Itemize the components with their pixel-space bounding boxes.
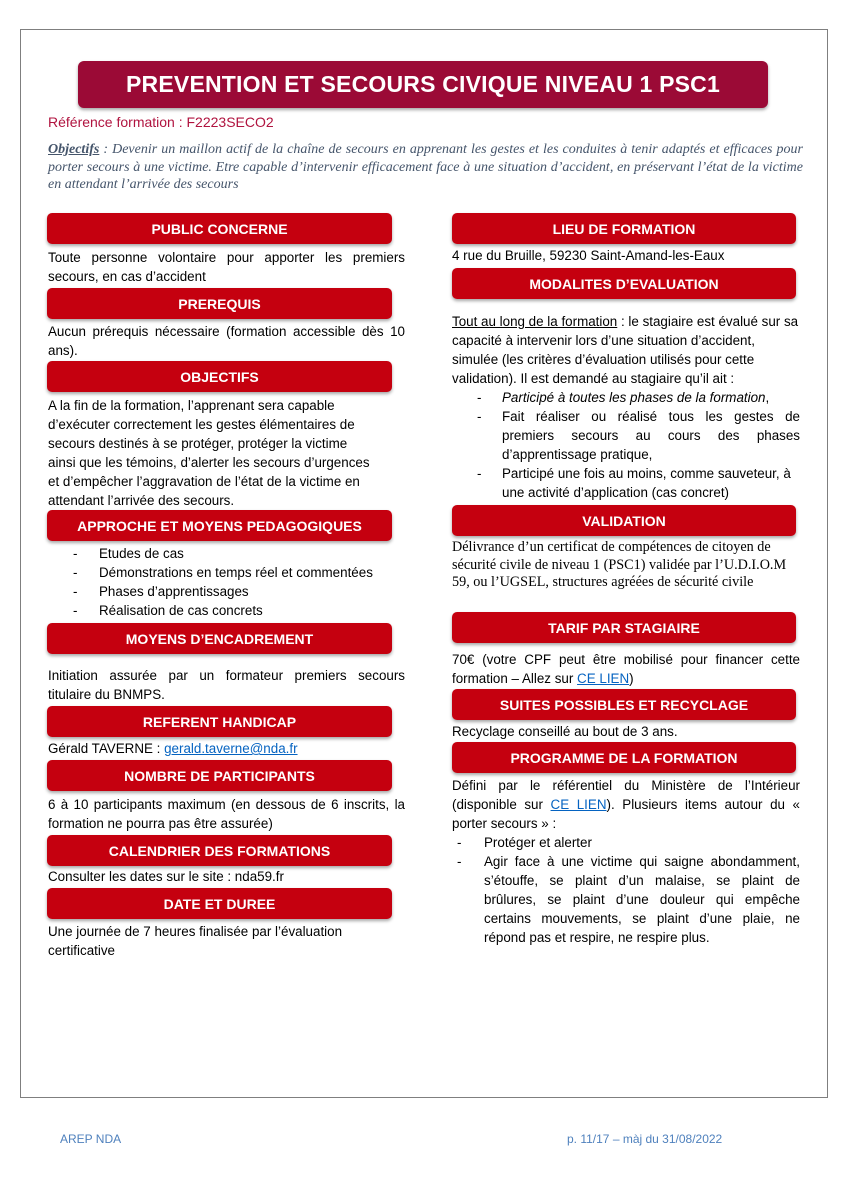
list-item-suffix: , bbox=[765, 390, 770, 405]
evaluation-lead-underlined: Tout au long de la formation bbox=[452, 314, 618, 329]
objectifs-intro-label: Objectifs bbox=[48, 142, 100, 157]
section-header-tarif: TARIF PAR STAGIAIRE bbox=[452, 612, 796, 643]
duree-text: Une journée de 7 heures finalisée par l’évaluation certificative bbox=[48, 924, 343, 958]
section-header-suites: SUITES POSSIBLES ET RECYCLAGE bbox=[452, 689, 796, 720]
lieu-text: 4 rue du Bruille, 59230 Saint-Amand-les-Eaux bbox=[452, 248, 725, 263]
objectifs-text: A la fin de la formation, l’apprenant sera capable d’exécuter correctement les gestes élémentaires de secours destinés à se protéger, protéger la victime ainsi que les témoins, d’alerter les secours d’urgences et d’empêcher l’aggravation de l’état de la victime en attendant l’arrivée des secours. bbox=[48, 398, 370, 508]
page-title: PREVENTION ET SECOURS CIVIQUE NIVEAU 1 PSC1 bbox=[78, 61, 768, 108]
section-header-approche: APPROCHE ET MOYENS PEDAGOGIQUES bbox=[47, 510, 392, 541]
section-header-calendrier: CALENDRIER DES FORMATIONS bbox=[47, 835, 392, 866]
section-header-programme: PROGRAMME DE LA FORMATION bbox=[452, 742, 796, 773]
section-header-encadrement: MOYENS D’ENCADREMENT bbox=[47, 623, 392, 654]
suites-text: Recyclage conseillé au bout de 3 ans. bbox=[452, 724, 678, 739]
list-item-text: Réalisation de cas concrets bbox=[99, 603, 263, 618]
programme-link[interactable]: CE LIEN bbox=[550, 797, 607, 812]
list-item-text: Phases d’apprentissages bbox=[99, 584, 249, 599]
section-header-public: PUBLIC CONCERNE bbox=[47, 213, 392, 244]
evaluation-block bbox=[452, 312, 800, 502]
dash-bullet: - bbox=[477, 466, 482, 481]
list-item-text: Participé à toutes les phases de la formation bbox=[502, 390, 766, 405]
dash-bullet: - bbox=[73, 546, 78, 561]
footer-page-info: p. 11/17 – màj du 31/08/2022 bbox=[567, 1132, 723, 1146]
list-item-text: Démonstrations en temps réel et commentées bbox=[99, 565, 373, 580]
dash-bullet: - bbox=[73, 584, 78, 599]
tarif-text-main: 70€ (votre CPF peut être mobilisé pour financer cette formation – Allez sur bbox=[452, 652, 800, 686]
objectifs-intro-text: : Devenir un maillon actif de la chaîne de secours en apprenant les gestes et les conduites à tenir adaptés et efficaces pour porter secours à une victime. Etre capable d’intervenir efficacement face à une situation d’accident, en préservant l’état de la victime en attendant l’arrivée des secours bbox=[48, 142, 803, 192]
list-item bbox=[48, 544, 405, 563]
section-header-evaluation: MODALITES D’EVALUATION bbox=[452, 268, 796, 299]
programme-list bbox=[452, 833, 800, 947]
tarif-link[interactable]: CE LIEN bbox=[577, 671, 630, 686]
reference-formation: Référence formation : F2223SECO2 bbox=[48, 114, 274, 130]
calendrier-text: Consulter les dates sur le site : nda59.fr bbox=[48, 869, 284, 884]
handicap-text bbox=[48, 739, 405, 758]
section-header-objectifs: OBJECTIFS bbox=[47, 361, 392, 392]
section-header-validation: VALIDATION bbox=[452, 505, 796, 536]
list-item bbox=[452, 464, 800, 502]
list-item bbox=[452, 852, 800, 947]
encadrement-text: Initiation assurée par un formateur premiers secours titulaire du BNMPS. bbox=[48, 668, 405, 702]
public-text: Toute personne volontaire pour apporter les premiers secours, en cas d’accident bbox=[48, 250, 405, 284]
list-item-text: Agir face à une victime qui saigne abondamment, s’étouffe, se plaint d’un malaise, se plaint de brûlures, se plaint d’une douleur qui empêche certains mouvements, se plaint d’une plaie, ne répond pas et respire, ne respire plus. bbox=[484, 854, 800, 945]
list-item bbox=[452, 407, 800, 464]
handicap-email-link[interactable]: gerald.taverne@nda.fr bbox=[164, 741, 298, 756]
list-item bbox=[48, 563, 405, 582]
list-item-text: Protéger et alerter bbox=[484, 835, 592, 850]
section-header-lieu: LIEU DE FORMATION bbox=[452, 213, 796, 244]
evaluation-lead-rest: : le stagiaire est évalué sur sa capacité à intervenir lors d’une situation d’accident, simulée (les critères d’évaluation utilisés pour cette validation). Il est demandé au stagiaire qu’il ait : bbox=[452, 314, 799, 386]
list-item bbox=[48, 582, 405, 601]
validation-text: Délivrance d’un certificat de compétences de citoyen de sécurité civile de niveau 1 (PSC1) validée par l’U.D.I.O.M 59, ou l’UGSEL, structures agréées de sécurité civile bbox=[452, 539, 787, 590]
programme-text-a: Défini par le référentiel du Ministère de l’Intérieur (disponible sur bbox=[452, 778, 800, 812]
prerequis-text: Aucun prérequis nécessaire (formation accessible dès 10 ans). bbox=[48, 324, 405, 358]
dash-bullet: - bbox=[73, 565, 78, 580]
dash-bullet: - bbox=[457, 854, 462, 869]
list-item-text: Etudes de cas bbox=[99, 546, 184, 561]
tarif-text-end: ) bbox=[629, 671, 634, 686]
dash-bullet: - bbox=[73, 603, 78, 618]
dash-bullet: - bbox=[477, 409, 482, 424]
objectifs-intro bbox=[48, 141, 803, 194]
approche-list bbox=[48, 544, 405, 620]
list-item-text: Fait réaliser ou réalisé tous les gestes de premiers secours au cours des phases d’apprentissage pratique, bbox=[502, 409, 800, 462]
list-item bbox=[452, 833, 800, 852]
participants-text: 6 à 10 participants maximum (en dessous de 6 inscrits, la formation ne pourra pas être assurée) bbox=[48, 797, 405, 831]
programme-text-b: ). Plusieurs items autour du « porter secours » : bbox=[452, 797, 800, 831]
evaluation-list bbox=[452, 388, 800, 502]
programme-intro bbox=[452, 776, 800, 833]
list-item bbox=[48, 601, 405, 620]
section-header-handicap: REFERENT HANDICAP bbox=[47, 706, 392, 737]
list-item bbox=[452, 388, 800, 407]
section-header-participants: NOMBRE DE PARTICIPANTS bbox=[47, 760, 392, 791]
dash-bullet: - bbox=[457, 835, 462, 850]
footer-left: AREP NDA bbox=[60, 1132, 122, 1146]
section-header-duree: DATE ET DUREE bbox=[47, 888, 392, 919]
dash-bullet: - bbox=[477, 390, 482, 405]
tarif-text bbox=[452, 650, 800, 688]
section-header-prerequis: PREREQUIS bbox=[47, 288, 392, 319]
handicap-name: Gérald TAVERNE : bbox=[48, 741, 165, 756]
programme-block bbox=[452, 776, 800, 947]
list-item-text: Participé une fois au moins, comme sauveteur, à une activité d’application (cas concret) bbox=[502, 466, 791, 500]
evaluation-lead bbox=[452, 312, 800, 388]
